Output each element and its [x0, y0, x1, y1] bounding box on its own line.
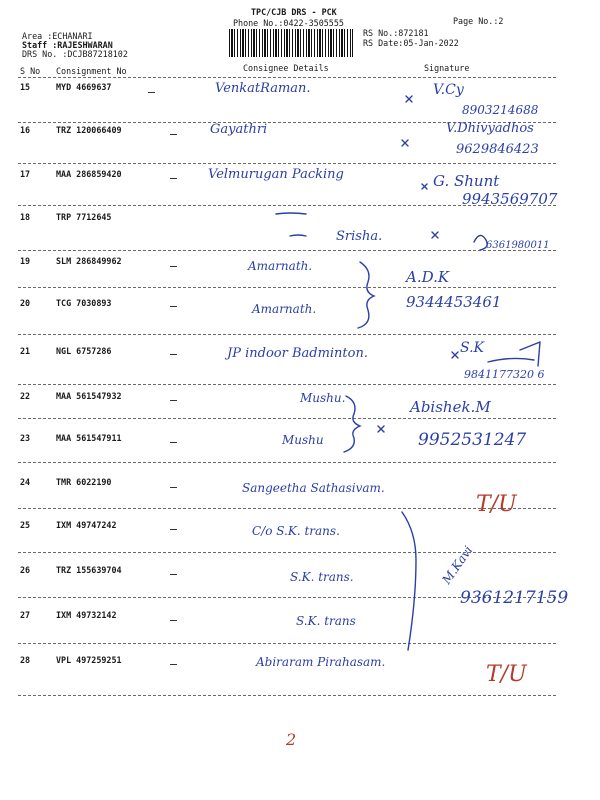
row-consignee: S.K. trans [296, 614, 356, 628]
row-consignment: TRZ 120066409 [56, 125, 122, 135]
row-phone: 9841177320 6 [464, 368, 545, 381]
row-consignment: VPL 497259251 [56, 655, 122, 665]
row-signature: V.Cy [433, 82, 464, 98]
row-consignment: IXM 49747242 [56, 520, 117, 530]
group-signature-name: A.D.K [406, 268, 450, 286]
page-number: Page No.:2 [453, 16, 504, 26]
row-consignee: Abiraram Pirahasam. [256, 655, 386, 669]
row-consignment: SLM 286849962 [56, 256, 122, 266]
row-consignee: Mushu [282, 433, 324, 447]
row-consignee: S.K. trans. [290, 570, 354, 584]
row-phone: 6361980011 [486, 240, 550, 251]
drs-number: DRS No. :DCJB87218102 [22, 49, 128, 59]
col-consignee-header: Consignee Details [243, 63, 329, 73]
group-signature-name: M.Kavi [439, 543, 476, 587]
report-title: TPC/CJB DRS - PCK [251, 7, 337, 17]
group-signature-phone: 9344453461 [406, 293, 502, 311]
tu-mark: T/U [486, 662, 527, 687]
staff-label: Staff :RAJESHWARAN [22, 40, 113, 50]
tick-mark [432, 232, 438, 238]
row-consignment: MYD 4669637 [56, 82, 112, 92]
tick-mark [406, 96, 412, 102]
group-signature-name: Abishek.M [410, 398, 491, 416]
signature-scrawl [488, 342, 540, 366]
row-consignee: Amarnath. [252, 302, 317, 316]
phone-number: Phone No.:0422-3505555 [233, 18, 344, 28]
col-signature-header: Signature [424, 63, 470, 73]
col-consignment-header: Consignment No [56, 66, 127, 76]
row-consignment: TRP 7712645 [56, 212, 112, 222]
strike-line [290, 235, 306, 236]
row-consignee: JP indoor Badminton. [227, 346, 368, 361]
row-sno: 27 [20, 610, 31, 620]
tick-mark [452, 352, 458, 358]
row-consignment: TMR 6022190 [56, 477, 112, 487]
row-consignee: Velmurugan Packing [208, 167, 344, 182]
tick-mark [378, 426, 384, 432]
row-signature: S.K [460, 340, 485, 356]
row-phone: 9943569707 [462, 190, 558, 208]
bracket [344, 396, 360, 452]
row-consignee: C/o S.K. trans. [252, 524, 340, 538]
row-consignment: NGL 6757286 [56, 346, 112, 356]
row-sno: 21 [20, 346, 31, 356]
col-sno-header: S No [20, 66, 41, 76]
row-consignment: TCG 7030893 [56, 298, 112, 308]
row-consignee: Mushu. [300, 391, 346, 405]
rs-number: RS No.:872181 [363, 28, 429, 38]
rs-date: RS Date:05-Jan-2022 [363, 38, 459, 48]
row-consignment: MAA 561547932 [56, 391, 122, 401]
area-label: Area :ECHANARI [22, 31, 93, 41]
row-consignee: Gayathri [210, 122, 268, 137]
row-sno: 19 [20, 256, 31, 266]
row-sno: 17 [20, 169, 31, 179]
row-consignee: VenkatRaman. [215, 81, 311, 96]
row-sno: 22 [20, 391, 31, 401]
row-consignment: TRZ 155639704 [56, 565, 122, 575]
signature-scrawl [474, 235, 487, 250]
row-consignment: MAA 286859420 [56, 169, 122, 179]
row-sno: 16 [20, 125, 31, 135]
row-sno: 24 [20, 477, 31, 487]
group-signature-phone: 9952531247 [418, 430, 527, 450]
row-phone: 9629846423 [456, 142, 539, 157]
bracket [402, 512, 416, 650]
row-consignee: Sangeetha Sathasivam. [242, 481, 385, 495]
row-sno: 20 [20, 298, 31, 308]
row-signature: G. Shunt [433, 172, 500, 190]
tick-mark [422, 184, 427, 189]
row-sno: 15 [20, 82, 31, 92]
row-consignee: Amarnath. [248, 259, 313, 273]
tick-mark [402, 140, 408, 146]
row-consignee: Srisha. [336, 229, 383, 244]
row-consignment: IXM 49732142 [56, 610, 117, 620]
row-sno: 25 [20, 520, 31, 530]
row-signature: V.Dhivyadhos [446, 121, 534, 136]
strike-line [276, 213, 306, 214]
row-sno: 28 [20, 655, 31, 665]
row-sno: 26 [20, 565, 31, 575]
row-consignment: MAA 561547911 [56, 433, 122, 443]
bracket [358, 262, 374, 328]
group-signature-phone: 9361217159 [460, 588, 569, 608]
handwritten-page-number: 2 [286, 730, 297, 749]
row-phone: 8903214688 [462, 103, 539, 117]
tu-mark: T/U [476, 492, 517, 517]
row-sno: 18 [20, 212, 31, 222]
row-sno: 23 [20, 433, 31, 443]
